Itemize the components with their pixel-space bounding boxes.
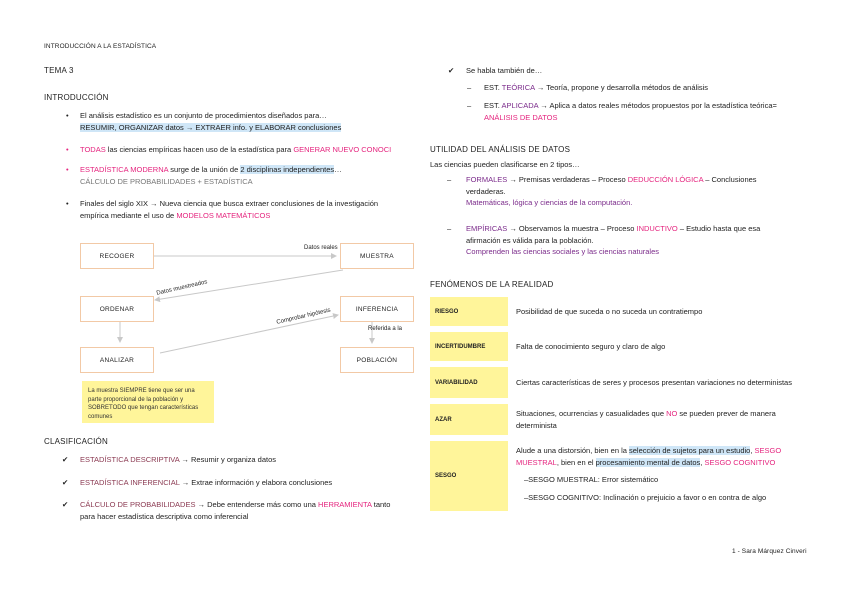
fenomeno-definition: Situaciones, ocurrencias y casualidades que NO se pueden prever de manera determinista <box>516 409 776 430</box>
sample-note: La muestra SIEMPRE tiene que ser una parte proporcional de la población y SOBRETODO que tengan características comunes <box>82 381 214 423</box>
fenomeno-term: INCERTIDUMBRE <box>430 332 508 361</box>
fenomeno-definition: Falta de conocimiento seguro y claro de algo <box>516 341 666 351</box>
diagram-box-recoger: RECOGER <box>80 243 154 269</box>
intro-heading: INTRODUCCIÓN <box>44 93 109 102</box>
fenomeno-term: RIESGO <box>430 297 508 326</box>
fenomeno-term: AZAR <box>430 404 508 435</box>
clasif-item-1: ✔ ESTADÍSTICA DESCRIPTIVA → Resumir y organiza datos <box>62 455 277 464</box>
diagram-box-poblacion: POBLACIÓN <box>340 347 414 373</box>
bullet-icon: • <box>66 165 69 174</box>
fenomeno-definition: Ciertas características de seres y procesos presentan variaciones no deterministas <box>516 377 792 387</box>
utilidad-heading: UTILIDAD DEL ANÁLISIS DE DATOS <box>430 145 571 154</box>
document-header: INTRODUCCIÓN A LA ESTADÍSTICA <box>44 43 157 50</box>
bullet-icon: • <box>66 111 69 120</box>
est-aplicada: – EST. APLICADA → Aplica a datos reales métodos propuestos por la estadística teórica= ANÁLISIS DE DATOS <box>467 101 777 122</box>
clasif-item-3: ✔ CÁLCULO DE PROBABILIDADES → Debe entenderse más como una HERRAMIENTA tanto para hacer estadística descriptiva como inferencial <box>62 500 391 521</box>
table-row <box>430 297 815 326</box>
diagram-box-analizar: ANALIZAR <box>80 347 154 373</box>
table-row <box>430 404 815 435</box>
table-row <box>430 441 815 511</box>
also-line: ✔ Se habla también de… <box>448 66 543 75</box>
label-referida: Referida a la <box>368 326 403 332</box>
fenomeno-definition: Alude a una distorsión, bien en la selección de sujetos para un estudio, SESGO MUESTRAL, bien en el procesamiento mental de datos, SESGO COGNITIVO –SESGO MUESTRAL: Error sistemático –SESGO COGNITIVO: Inclinación o prejuicio a favor o en contra de algo <box>508 441 815 511</box>
diagram-box-ordenar: ORDENAR <box>80 296 154 322</box>
fenomenos-heading: FENÓMENOS DE LA REALIDAD <box>430 280 554 289</box>
clasif-item-2: ✔ ESTADÍSTICA INFERENCIAL → Extrae información y elabora conclusiones <box>62 478 333 487</box>
label-datos-reales: Datos reales <box>304 245 338 251</box>
check-icon: ✔ <box>62 455 69 464</box>
table-row <box>430 332 815 361</box>
check-icon: ✔ <box>62 500 69 509</box>
check-icon: ✔ <box>448 66 455 75</box>
dash-icon: – <box>447 175 452 184</box>
fenomeno-definition: Posibilidad de que suceda o no suceda un contratiempo <box>516 306 703 316</box>
intro-bullet-2: • TODAS las ciencias empíricas hacen uso de la estadística para GENERAR NUEVO CONOCI <box>66 145 392 154</box>
intro-bullet-1: • El análisis estadístico es un conjunto de procedimientos diseñados para… RESUMIR, ORGANIZAR datos → EXTRAER info. y ELABORAR conclusiones <box>66 111 342 132</box>
dash-icon: – <box>467 101 472 110</box>
bullet-icon: • <box>66 145 69 154</box>
dash-icon: – <box>447 224 452 233</box>
table-row <box>430 367 815 398</box>
ciencias-empiricas: – EMPÍRICAS → Observamos la muestra – Proceso INDUCTIVO – Estudio hasta que esa afirmación es válida para la población. Comprenden las ciencias sociales y las ciencias naturales <box>447 224 761 256</box>
diagram-box-inferencia: INFERENCIA <box>340 296 414 322</box>
fenomenos-table <box>430 297 815 511</box>
intro-bullet-3: • ESTADÍSTICA MODERNA surge de la unión de 2 disciplinas independientes… CÁLCULO DE PROBABILIDADES + ESTADÍSTICA <box>66 165 342 186</box>
sesgo-muestral-line: –SESGO MUESTRAL: Error sistemático <box>524 475 659 484</box>
sesgo-cognitivo-line: –SESGO COGNITIVO: Inclinación o prejuicio a favor o en contra de algo <box>524 492 767 502</box>
ciencias-formales: – FORMALES → Premisas verdaderas – Proceso DEDUCCIÓN LÓGICA – Conclusiones verdaderas. Matemáticas, lógica y ciencias de la computación. <box>447 175 757 207</box>
arrow-comprobar-hipotesis <box>160 315 338 353</box>
label-comprobar-hipotesis: Comprobar hipótesis <box>276 307 332 326</box>
tema-title: TEMA 3 <box>44 66 74 75</box>
bullet-icon: • <box>66 199 69 208</box>
fenomeno-term: SESGO <box>430 441 508 511</box>
clasif-heading: CLASIFICACIÓN <box>44 437 108 446</box>
label-datos-muestreados: Datos muestreados <box>156 279 209 297</box>
check-icon: ✔ <box>62 478 69 487</box>
fenomeno-term: VARIABILIDAD <box>430 367 508 398</box>
est-teorica: – EST. TEÓRICA → Teoría, propone y desarrolla métodos de análisis <box>467 83 709 92</box>
diagram-box-muestra: MUESTRA <box>340 243 414 269</box>
dash-icon: – <box>467 83 472 92</box>
utilidad-intro: Las ciencias pueden clasificarse en 2 tipos… <box>430 160 580 169</box>
page-footer: 1 - Sara Márquez Cinveri <box>732 548 807 555</box>
intro-bullet-4: • Finales del siglo XIX → Nueva ciencia que busca extraer conclusiones de la investigación empírica mediante el uso de MODELOS MATEMÁTICOS <box>66 199 379 220</box>
